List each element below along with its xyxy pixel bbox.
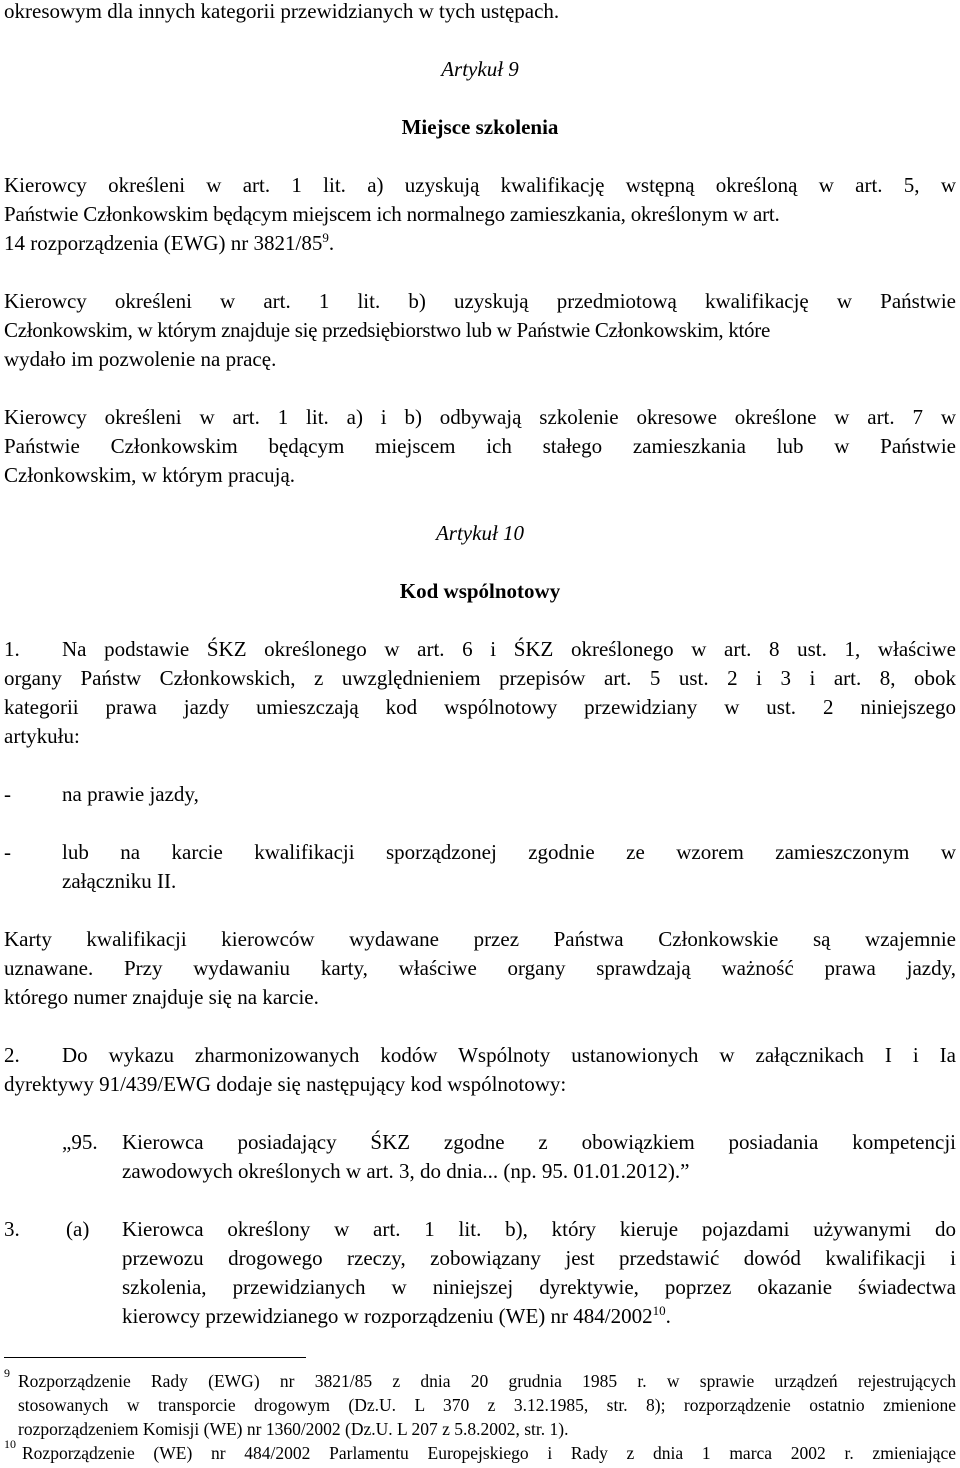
paragraph-number: 3. (4, 1217, 20, 1241)
footnote-ref-9[interactable]: 9 (322, 230, 329, 245)
footnote-marker: 10 (4, 1437, 16, 1451)
footnote-line: rozporządzeniem Komisji (WE) nr 1360/2002 (Dz.U. L 207 z 5.8.2002, str. 1). (18, 1419, 569, 1439)
paragraph-line: organy Państw Członkowskich, z uwzględnieniem przepisów art. 5 ust. 2 i 3 i art. 8, obok (4, 666, 956, 690)
code-description: zawodowych określonych w art. 3, do dnia... (np. 95. 01.01.2012).” (122, 1159, 690, 1183)
article-10-heading: Artykuł 10 (435, 521, 525, 545)
paragraph-line: Państwie Członkowskim będącym miejscem ich normalnego zamieszkania, określonym w art. (4, 202, 780, 226)
article-10-title: Kod wspólnotowy (399, 579, 561, 603)
paragraph-line: 14 rozporządzenia (EWG) nr $3821/85^9$. (4, 230, 335, 255)
paragraph-line: przewozu drogowego rzeczy, zobowiązany jest przedstawić dowód kwalifikacji i (122, 1246, 956, 1270)
footnote-line: Rozporządzenie (WE) nr 484/2002 Parlamentu Europejskiego i Rady z dnia 1 marca 2002 r. zmieniające (22, 1443, 956, 1463)
paragraph-line: okresowym dla innych kategorii przewidzianych w tych ustępach. (4, 0, 560, 23)
paragraph-line: Członkowskim, w którym pracują. (4, 463, 296, 487)
paragraph-line: wydało im pozwolenie na pracę. (4, 347, 277, 371)
paragraph-line: Kierowcy określeni w art. 1 lit. b) uzyskują przedmiotową kwalifikację w Państwie (4, 289, 956, 313)
footnote-line: Rozporządzenie Rady (EWG) nr 3821/85 z dnia 20 grudnia 1985 r. w sprawie urządzeń rejestrujących (18, 1371, 956, 1391)
paragraph-line: którego numer znajduje się na karcie. (4, 985, 319, 1009)
paragraph-line: kategorii prawa jazdy umieszczają kod wspólnotowy przewidziany w ust. 2 niniejszego (4, 695, 956, 719)
footnote-separator (4, 1357, 306, 1358)
paragraph-line: Kierowcy określeni w art. 1 lit. a) i b) odbywają szkolenie okresowe określone w art. 7 w (4, 405, 956, 429)
list-item: lub na karcie kwalifikacji sporządzonej zgodnie ze wzorem zamieszczonym w (62, 840, 956, 864)
paragraph-line: Kierowcy określeni w art. 1 lit. a) uzyskują kwalifikację wstępną określoną w art. 5, w (4, 173, 956, 197)
code-description: Kierowca posiadający ŚKZ zgodne z obowiązkiem posiadania kompetencji (122, 1130, 956, 1154)
dash-bullet: - (4, 840, 11, 864)
paragraph-line: Na podstawie ŚKZ określonego w art. 6 i ŚKZ określonego w art. 8 ust. 1, właściwe (62, 637, 956, 661)
dash-bullet: - (4, 782, 11, 806)
footnote-marker: 9 (4, 1366, 10, 1380)
article-9-title: Miejsce szkolenia (401, 115, 559, 139)
paragraph-line: Kierowca określony w art. 1 lit. b), który kieruje pojazdami używanymi do (122, 1217, 956, 1241)
paragraph-line: uznawane. Przy wydawaniu karty, właściwe organy sprawdzają ważność prawa jazdy, (4, 956, 956, 980)
subparagraph-letter: (a) (66, 1217, 90, 1241)
paragraph-line: Karty kwalifikacji kierowców wydawane przez Państwa Członkowskie są wzajemnie (4, 927, 956, 951)
list-item: na prawie jazdy, (62, 782, 199, 806)
paragraph-number: 2. (4, 1043, 20, 1067)
paragraph-line: Do wykazu zharmonizowanych kodów Wspólnoty ustanowionych w załącznikach I i Ia (62, 1043, 956, 1067)
paragraph-line: Państwie Członkowskim będącym miejscem ich stałego zamieszkania lub w Państwie (4, 434, 956, 458)
footnote-line: stosowanych w transporcie drogowym (Dz.U. L 370 z 3.12.1985, str. 8); rozporządzenie ostatnio zmienione (18, 1395, 956, 1415)
list-item: załączniku II. (62, 869, 177, 893)
paragraph-line: dyrektywy 91/439/EWG dodaje się następujący kod wspólnotowy: (4, 1072, 567, 1096)
paragraph-line: artykułu: (4, 724, 80, 748)
code-number: „95. (62, 1130, 98, 1154)
paragraph-number: 1. (4, 637, 20, 661)
paragraph-line: Członkowskim, w którym znajduje się przedsiębiorstwo lub w Państwie Członkowskim, które (4, 318, 770, 342)
article-9-heading: Artykuł 9 (441, 57, 519, 81)
paragraph-line: szkolenia, przewidzianych w niniejszej dyrektywie, poprzez okazanie świadectwa (122, 1275, 956, 1299)
footnote-ref-10[interactable]: 10 (652, 1303, 666, 1318)
paragraph-line: kierowcy przewidzianego w rozporządzeniu (WE) nr 484/2002$^{10}$. (122, 1303, 671, 1328)
